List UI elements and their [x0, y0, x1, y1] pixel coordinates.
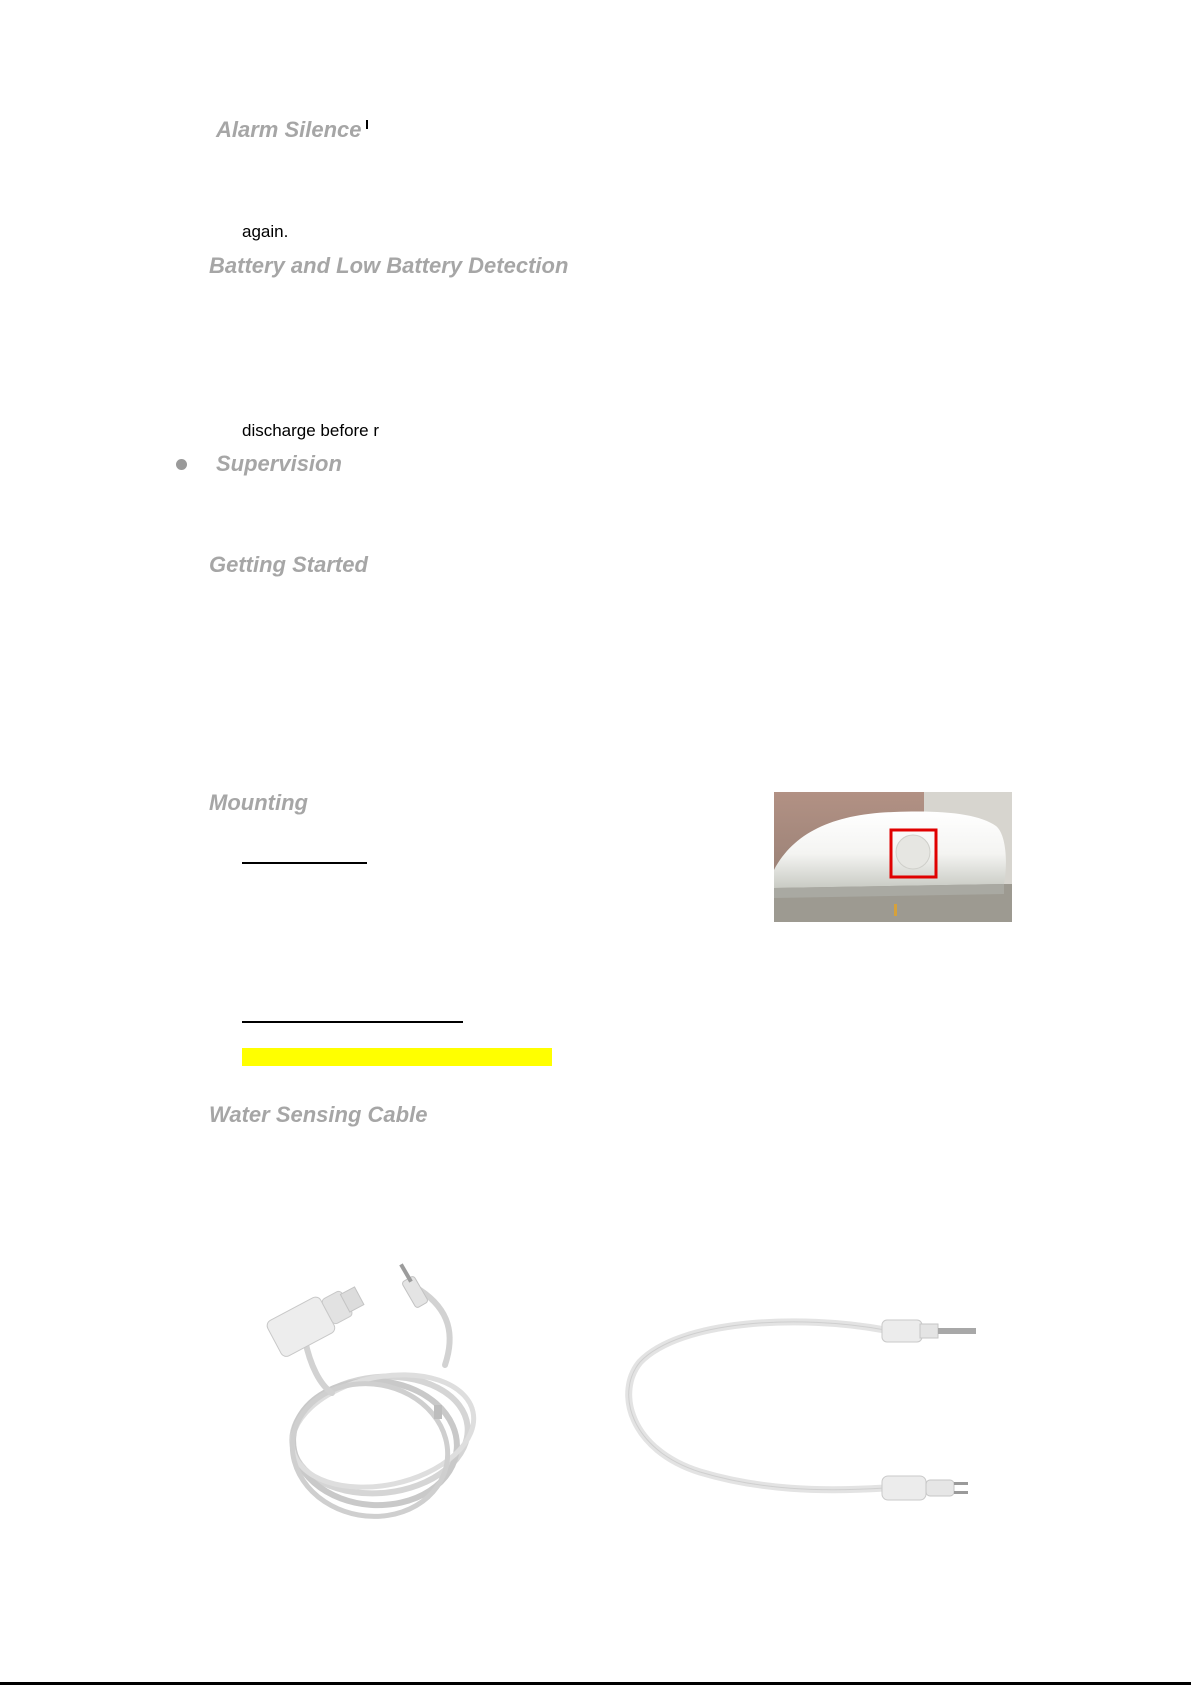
text-fragment-dot [366, 114, 368, 134]
extension-cable-photo [250, 1255, 510, 1555]
text-fragment-discharge: discharge before r [242, 421, 380, 440]
bullet-dot-icon [176, 459, 187, 470]
probe-cable-illustration [620, 1300, 1000, 1510]
text-fragment-again: again. [242, 222, 289, 241]
device-button-illustration [774, 792, 1012, 922]
underline-rule [242, 862, 367, 864]
highlighted-text-band [242, 1048, 552, 1066]
probe-cable-photo [620, 1300, 1000, 1510]
section-heading-getting-started: Getting Started [209, 552, 368, 577]
device-button-photo [774, 792, 1012, 922]
section-heading-battery: Battery and Low Battery Detection [209, 253, 569, 278]
section-heading-mounting: Mounting [209, 790, 308, 815]
extension-cable-illustration [250, 1255, 510, 1555]
section-heading-alarm-silence: Alarm Silence [216, 117, 362, 142]
section-heading-supervision: Supervision [216, 451, 342, 476]
section-heading-water-sensing-cable: Water Sensing Cable [209, 1102, 428, 1127]
underline-rule-2 [242, 1021, 463, 1023]
